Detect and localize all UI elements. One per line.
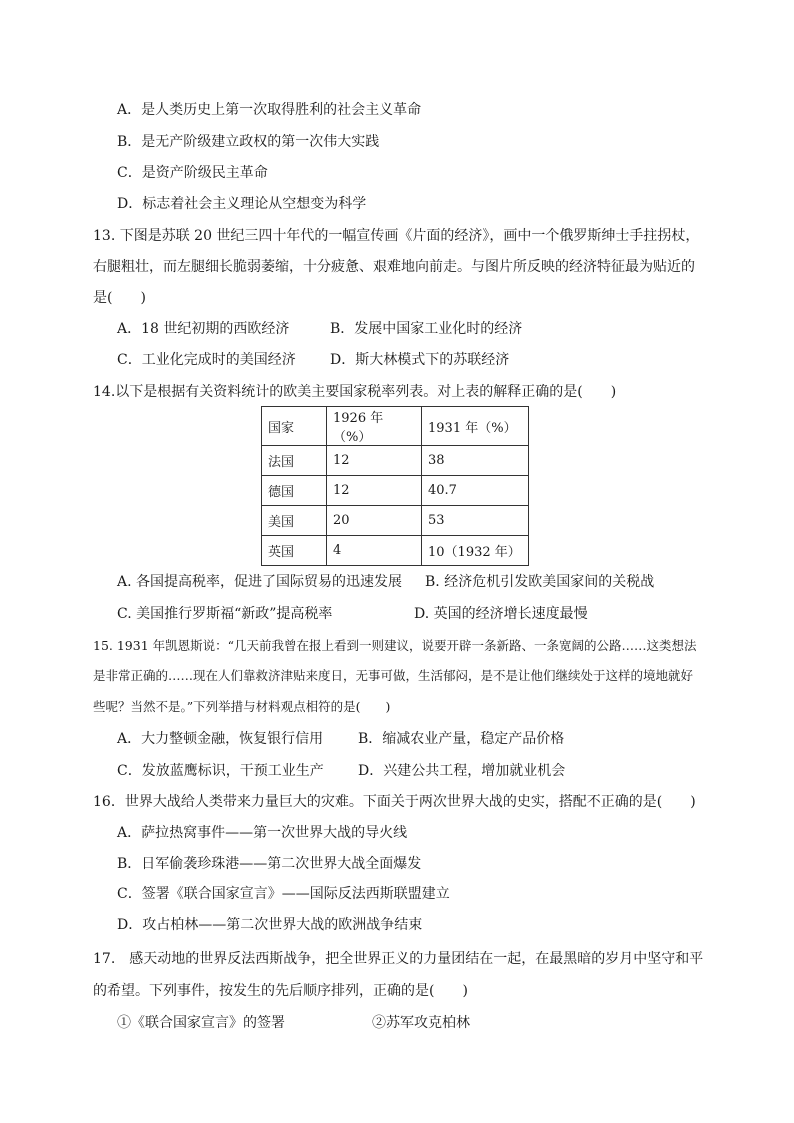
q12-option-c: C．是资产阶级民主革命 [117, 165, 268, 181]
q15-option-b: B．缩减农业产量，稳定产品价格 [358, 731, 565, 747]
q13-option-c: C．工业化完成时的美国经济 [117, 352, 296, 368]
q12-option-d: D．标志着社会主义理论从空想变为科学 [117, 196, 367, 212]
table-cell: 12 [327, 476, 422, 506]
table-row [262, 506, 529, 536]
q16-option-b: B．日军偷袭珍珠港——第二次世界大战全面爆发 [117, 856, 422, 872]
q16-stem: 16．世界大战给人类带来力量巨大的灾难。下面关于两次世界大战的史实，搭配不正确的是( ) [93, 794, 696, 810]
table-cell: 法国 [262, 446, 327, 476]
q17-stem-line-2: 的希望。下列事件，按发生的先后顺序排列，正确的是( ) [93, 983, 468, 999]
table-cell: 4 [327, 536, 422, 566]
q15-option-c: C．发放蓝鹰标识，干预工业生产 [117, 763, 324, 779]
q17-stem-line-1: 17. 感天动地的世界反法西斯战争，把全世界正义的力量团结在一起，在最黑暗的岁月中坚守和平 [93, 951, 704, 967]
q16-option-c: C．签署《联合国家宣言》——国际反法西斯联盟建立 [117, 886, 450, 902]
tax-rate-table [261, 406, 529, 566]
q13-stem-line-1: 13. 下图是苏联 20 世纪三四十年代的一幅宣传画《片面的经济》，画中一个俄罗斯绅士手拄拐杖， [93, 228, 700, 244]
q13-stem-line-3: 是( ) [93, 290, 146, 306]
table-cell: 英国 [262, 536, 327, 566]
table-cell: 20 [327, 506, 422, 536]
q12-option-a: A．是人类历史上第一次取得胜利的社会主义革命 [117, 102, 422, 118]
q15-option-d: D．兴建公共工程，增加就业机会 [358, 763, 566, 779]
q15-stem-line-3: 些呢？当然不是。”下列举措与材料观点相符的是( ) [93, 699, 391, 714]
q13-stem-line-2: 右腿粗壮，而左腿细长脆弱萎缩，十分疲惫、艰难地向前走。与图片所反映的经济特征最为贴近的 [93, 259, 695, 275]
table-cell: 12 [327, 446, 422, 476]
table-header-row [262, 407, 529, 446]
table-row [262, 536, 529, 566]
table-header-cell: 国家 [262, 407, 327, 446]
q15-stem-line-2: 是非常正确的……现在人们靠救济津贴来度日，无事可做，生活郁闷，是不是让他们继续处于这样的境地就好 [93, 668, 694, 683]
q12-option-b: B．是无产阶级建立政权的第一次伟大实践 [117, 134, 380, 150]
q14-option-b: B. 经济危机引发欧美国家间的关税战 [425, 574, 655, 590]
q15-option-a: A．大力整顿金融，恢复银行信用 [117, 731, 324, 747]
q17-item-2: ②苏军攻克柏林 [372, 1015, 470, 1031]
q14-option-a: A. 各国提高税率，促进了国际贸易的迅速发展 [117, 574, 403, 590]
table-cell: 53 [422, 506, 529, 536]
q14-stem: 14.以下是根据有关资料统计的欧美主要国家税率列表。对上表的解释正确的是( ) [93, 384, 617, 400]
table-cell: 38 [422, 446, 529, 476]
q13-option-b: B．发展中国家工业化时的经济 [330, 321, 523, 337]
table-row [262, 446, 529, 476]
table-cell: 德国 [262, 476, 327, 506]
q17-item-1: ①《联合国家宣言》的签署 [117, 1015, 285, 1031]
q13-option-d: D．斯大林模式下的苏联经济 [330, 352, 510, 368]
q13-option-a: A．18 世纪初期的西欧经济 [117, 321, 290, 337]
table-header-cell: 1931 年（%） [422, 407, 529, 446]
q16-option-a: A．萨拉热窝事件——第一次世界大战的导火线 [117, 825, 408, 841]
table-cell: 美国 [262, 506, 327, 536]
table-cell: 40.7 [422, 476, 529, 506]
q16-option-d: D．攻占柏林——第二次世界大战的欧洲战争结束 [117, 917, 423, 933]
table-header-cell: 1926 年（%） [327, 407, 422, 446]
table-row [262, 476, 529, 506]
q14-option-d: D. 英国的经济增长速度最慢 [414, 606, 588, 622]
table-cell: 10（1932 年） [422, 536, 529, 566]
q14-option-c: C. 美国推行罗斯福“新政”提高税率 [117, 606, 333, 622]
q15-stem-line-1: 15. 1931 年凯恩斯说：“几天前我曾在报上看到一则建议，说要开辟一条新路、一条宽阔的公路……这类想法 [93, 638, 697, 653]
